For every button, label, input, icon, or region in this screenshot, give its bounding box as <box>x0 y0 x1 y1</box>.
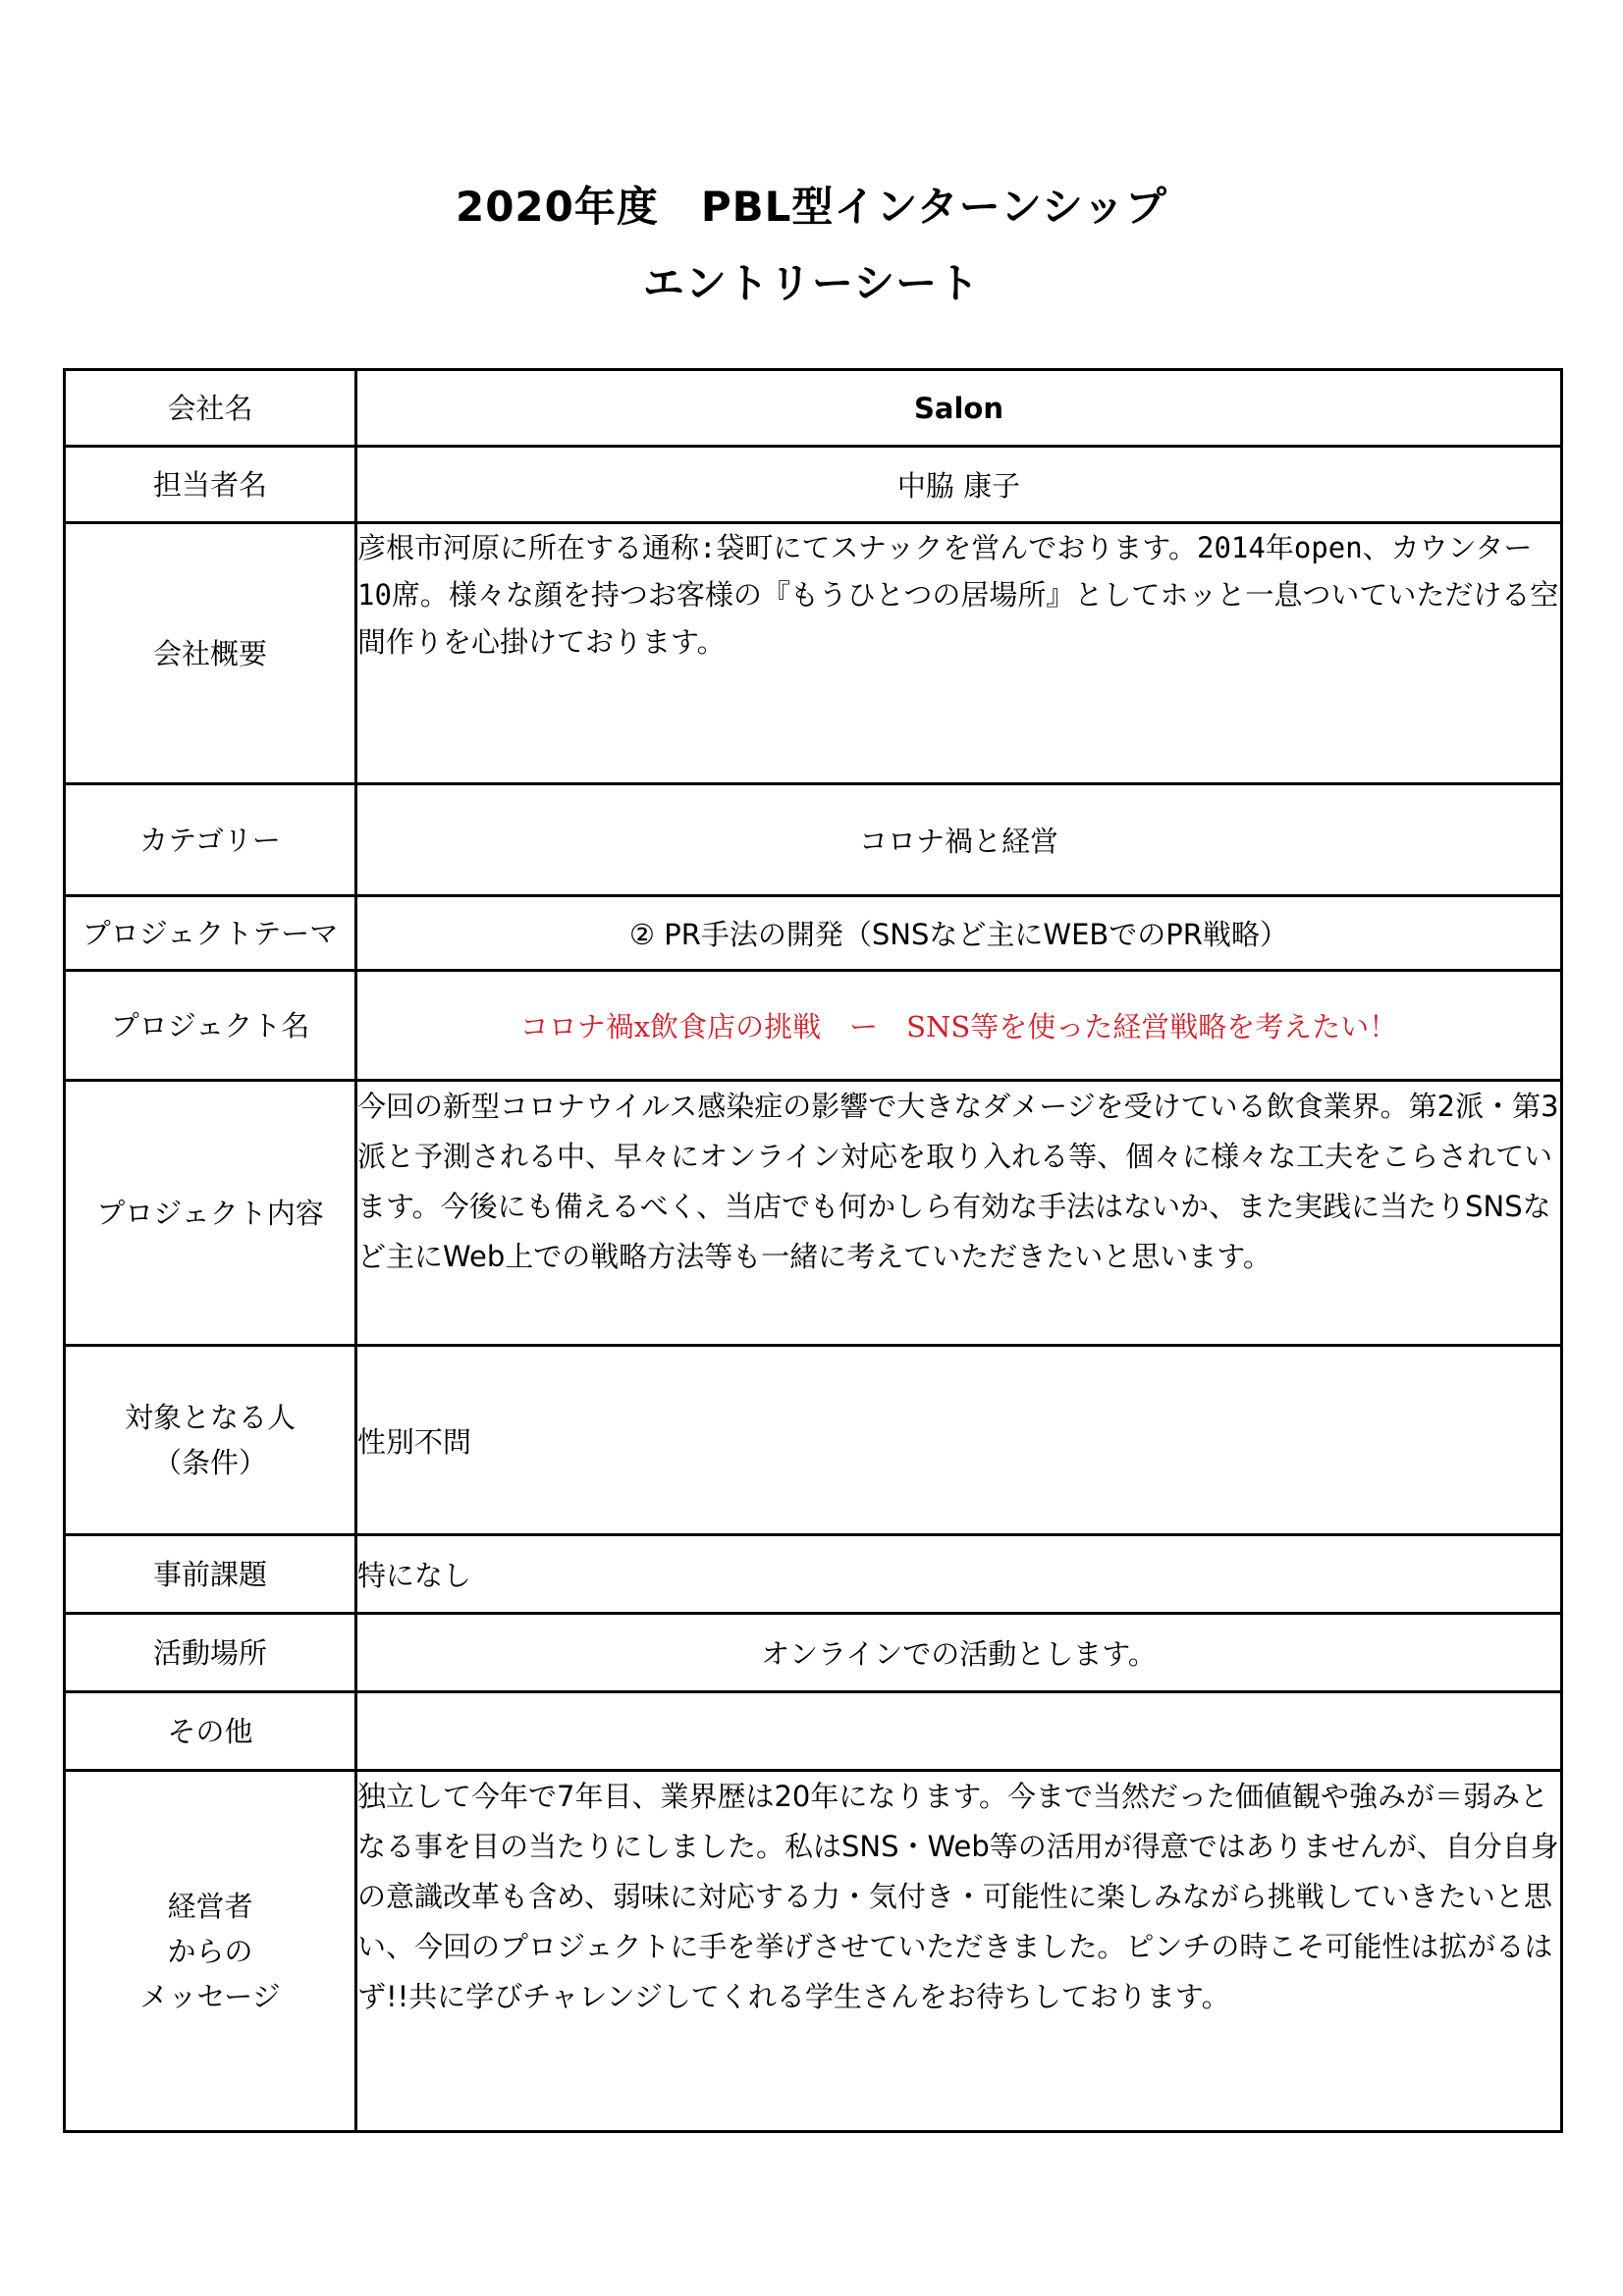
label-message-line3: メッセージ <box>139 1979 281 2013</box>
label-project-theme: プロジェクトテーマ <box>65 896 356 971</box>
label-pre-assignment: 事前課題 <box>65 1535 356 1614</box>
row-contact-person <box>65 447 1562 523</box>
value-message: 独立して今年で7年目、業界歴は20年になります。今まで当然だった価値観や強みが＝弱みとなる事を目の当たりにしました。私はSNS・Web等の活用が得意ではありませんが、自分自身の意識改革も含め、弱味に対応する力・気付き・可能性に楽しみながら挑戦していきたいと思い、今回のプロジェクトに手を挙げさせていただきました。ピンチの時こそ可能性は拡がるはず!!共に学びチャレンジしてくれる学生さんをお待ちしております。 <box>356 1771 1562 2132</box>
label-message-line2: からの <box>167 1934 253 1968</box>
label-project-name: プロジェクト名 <box>65 971 356 1081</box>
value-company-name: Salon <box>356 370 1562 447</box>
label-company-overview: 会社概要 <box>65 523 356 784</box>
row-other <box>65 1692 1562 1771</box>
label-message <box>65 1771 356 2132</box>
label-message-line1: 経営者 <box>167 1889 253 1923</box>
label-target-people-line2: （条件） <box>152 1446 267 1479</box>
document-title: 2020年度 PBL型インターンシップ <box>455 183 1168 231</box>
value-project-name: コロナ禍x飲食店の挑戦 ー SNS等を使った経営戦略を考えたい！ <box>356 971 1562 1081</box>
label-project-content: プロジェクト内容 <box>65 1081 356 1346</box>
row-pre-assignment <box>65 1535 1562 1614</box>
value-target-people: 性別不問 <box>356 1346 1562 1535</box>
value-category: コロナ禍と経営 <box>356 784 1562 896</box>
label-target-people <box>65 1346 356 1535</box>
row-project-name <box>65 971 1562 1081</box>
label-activity-location: 活動場所 <box>65 1614 356 1692</box>
row-activity-location <box>65 1614 1562 1692</box>
row-company-name <box>65 370 1562 447</box>
value-company-overview: 彦根市河原に所在する通称:袋町にてスナックを営んでおります。2014年open、カウンター10席。様々な顔を持つお客様の『もうひとつの居場所』としてホッと一息ついていただける空間作りを心掛けております。 <box>356 523 1562 784</box>
label-company-name: 会社名 <box>65 370 356 447</box>
label-target-people-line1: 対象となる人 <box>124 1401 296 1434</box>
label-other: その他 <box>65 1692 356 1771</box>
value-project-theme: ② PR手法の開発（SNSなど主にWEBでのPR戦略） <box>356 896 1562 971</box>
document-subtitle: エントリーシート <box>642 259 981 307</box>
value-other <box>356 1692 1562 1771</box>
value-contact-person: 中脇 康子 <box>356 447 1562 523</box>
value-project-content: 今回の新型コロナウイルス感染症の影響で大きなダメージを受けている飲食業界。第2派・第3派と予測される中、早々にオンライン対応を取り入れる等、個々に様々な工夫をこらされています。今後にも備えるべく、当店でも何かしら有効な手法はないか、また実践に当たりSNSなど主にWeb上での戦略方法等も一緒に考えていただきたいと思います。 <box>356 1081 1562 1346</box>
label-category: カテゴリー <box>65 784 356 896</box>
row-company-overview <box>65 523 1562 784</box>
label-contact-person: 担当者名 <box>65 447 356 523</box>
value-activity-location: オンラインでの活動とします。 <box>356 1614 1562 1692</box>
value-pre-assignment: 特になし <box>356 1535 1562 1614</box>
row-project-theme <box>65 896 1562 971</box>
row-category <box>65 784 1562 896</box>
row-target-people <box>65 1346 1562 1535</box>
row-message <box>65 1771 1562 2132</box>
entry-sheet-table <box>63 368 1563 2133</box>
row-project-content <box>65 1081 1562 1346</box>
